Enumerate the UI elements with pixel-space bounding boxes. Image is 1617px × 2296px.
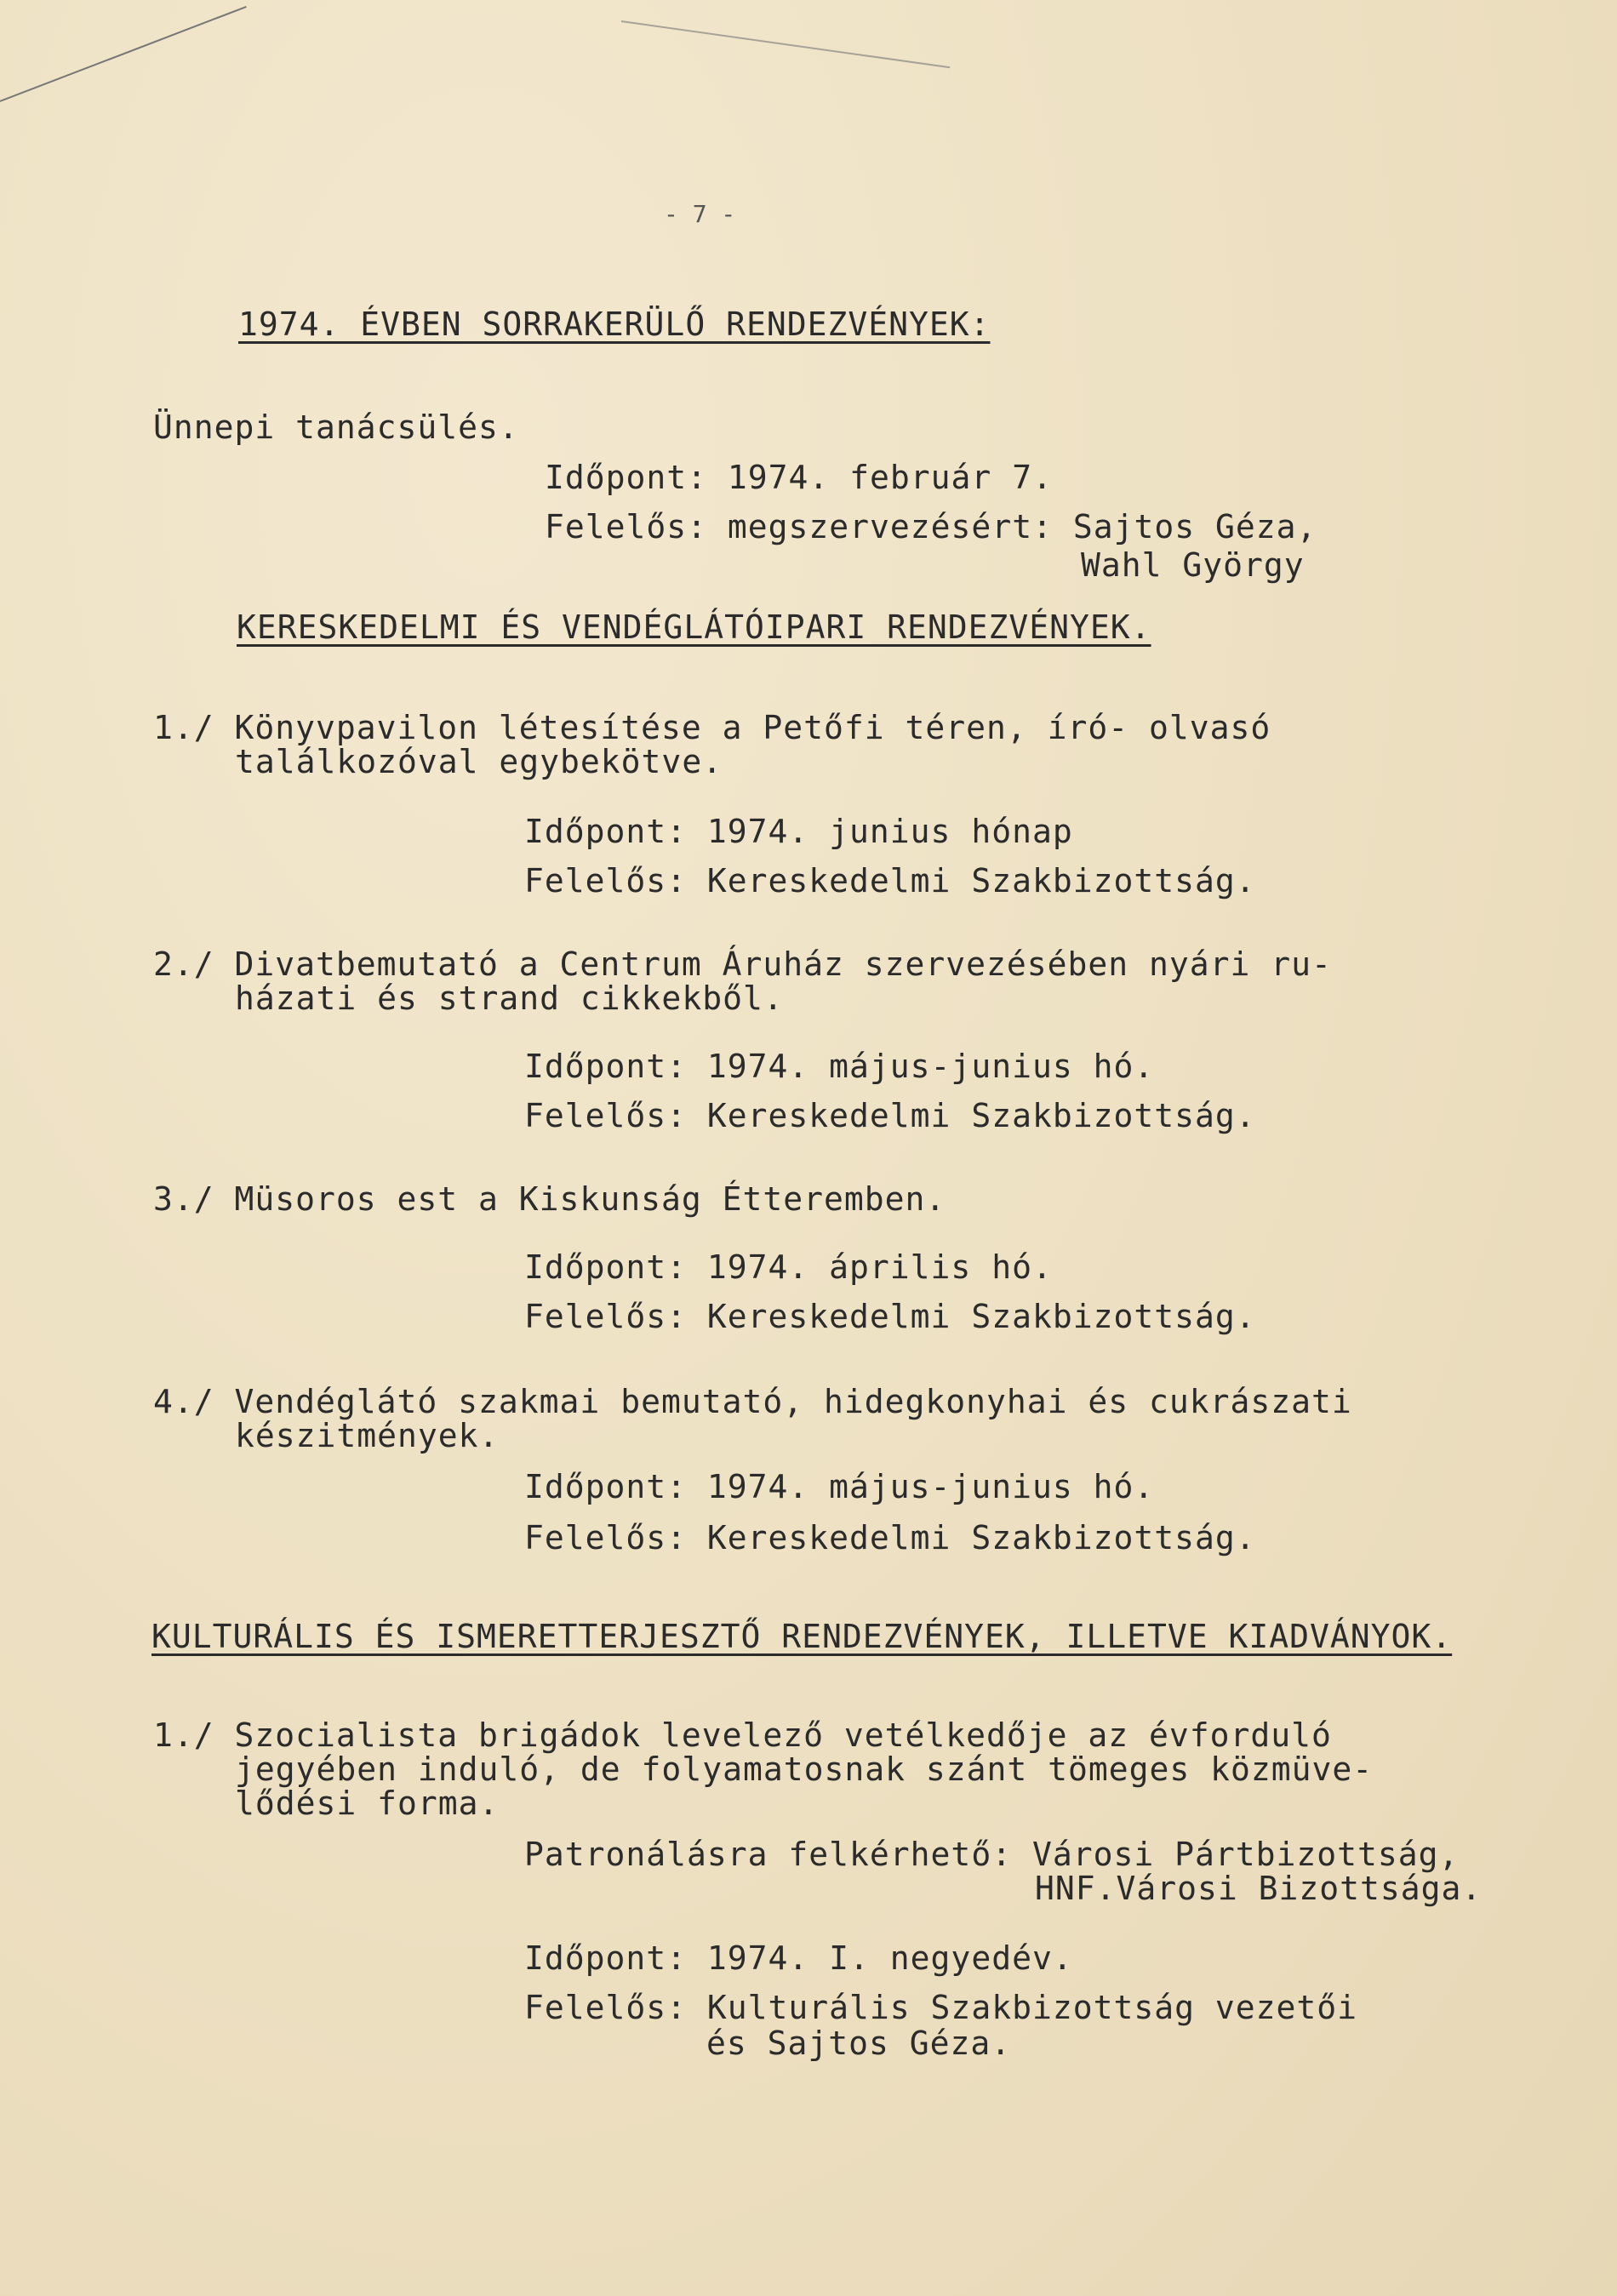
ker-item-2-line1: 2./ Divatbemutató a Centrum Áruház szervezésében nyári ru- (153, 945, 1332, 983)
kult-item-1-felelos: Felelős: Kulturális Szakbizottság vezetői (524, 1989, 1357, 2026)
top-scribble (621, 20, 950, 68)
kult-item-1-felelos-2: és Sajtos Géza. (706, 2025, 1012, 2062)
ker-item-2-idopont: Időpont: 1974. május-junius hó. (524, 1048, 1155, 1085)
kult-item-1-line1: 1./ Szocialista brigádok levelező vetélkedője az évforduló (153, 1716, 1332, 1754)
ker-item-3-line1: 3./ Müsoros est a Kiskunság Étteremben. (153, 1180, 946, 1218)
page-number-mark: - 7 - (664, 200, 736, 228)
ker-item-3-idopont: Időpont: 1974. április hó. (524, 1248, 1053, 1286)
unnepi-idopont: Időpont: 1974. február 7. (545, 459, 1053, 496)
document-title: 1974. ÉVBEN SORRAKERÜLŐ RENDEZVÉNYEK: (238, 306, 991, 343)
ker-item-1-idopont: Időpont: 1974. junius hónap (524, 813, 1073, 850)
unnepi-felelos: Felelős: megszervezésért: Sajtos Géza, (545, 508, 1317, 545)
kult-item-1-patronalas: Patronálásra felkérhető: Városi Pártbizottság, (524, 1836, 1460, 1873)
ker-item-1-felelos: Felelős: Kereskedelmi Szakbizottság. (524, 862, 1256, 900)
ker-item-4-idopont: Időpont: 1974. május-junius hó. (524, 1468, 1155, 1505)
ker-item-4-line2: készitmények. (235, 1417, 500, 1454)
kult-item-1-patronalas-2: HNF.Városi Bizottsága. (1035, 1870, 1483, 1907)
kult-item-1-line3: lődési forma. (235, 1785, 500, 1822)
kult-item-1-line2: jegyében induló, de folyamatosnak szánt tömeges közmüve- (235, 1751, 1374, 1788)
kulturalis-heading: KULTURÁLIS ÉS ISMERETTERJESZTŐ RENDEZVÉNYEK, ILLETVE KIADVÁNYOK. (151, 1618, 1453, 1655)
kult-item-1-idopont: Időpont: 1974. I. negyedév. (524, 1939, 1073, 1977)
ker-item-1-line1: 1./ Könyvpavilon létesítése a Petőfi téren, író- olvasó (153, 709, 1271, 746)
corner-scribble (0, 6, 247, 102)
kereskedelmi-heading: KERESKEDELMI ÉS VENDÉGLÁTÓIPARI RENDEZVÉNYEK. (237, 608, 1151, 646)
ker-item-3-felelos: Felelős: Kereskedelmi Szakbizottság. (524, 1298, 1256, 1335)
ker-item-4-felelos: Felelős: Kereskedelmi Szakbizottság. (524, 1519, 1256, 1556)
unnepi-heading: Ünnepi tanácsülés. (153, 408, 519, 446)
unnepi-felelos-2: Wahl György (1081, 546, 1305, 584)
ker-item-4-line1: 4./ Vendéglátó szakmai bemutató, hidegkonyhai és cukrászati (153, 1383, 1352, 1420)
ker-item-2-felelos: Felelős: Kereskedelmi Szakbizottság. (524, 1097, 1256, 1134)
ker-item-1-line2: találkozóval egybekötve. (235, 743, 723, 780)
ker-item-2-line2: házati és strand cikkekből. (235, 980, 784, 1017)
